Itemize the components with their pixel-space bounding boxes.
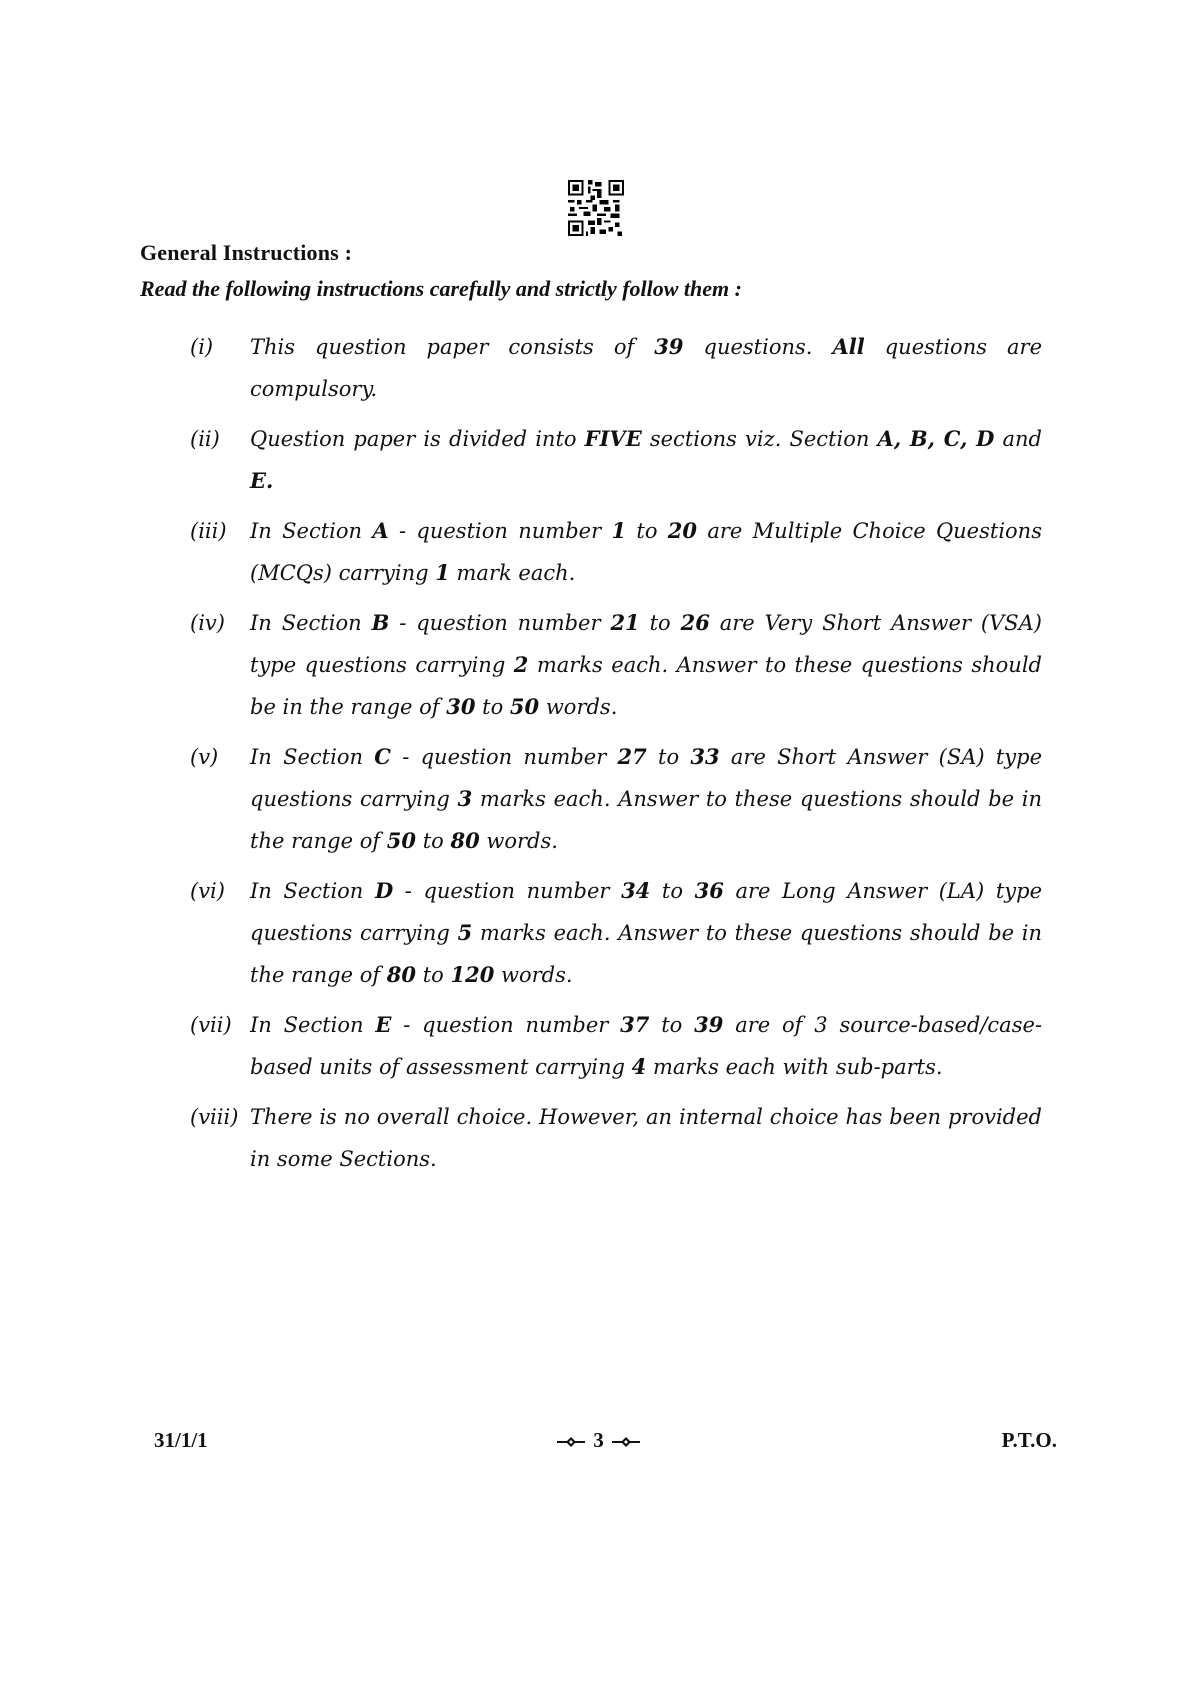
page-subheading: Read the following instructions carefully and strictly follow them :	[140, 276, 742, 301]
emphasis-text: E.	[250, 468, 274, 493]
emphasis-text: 30	[446, 694, 476, 719]
emphasis-text: 50	[509, 694, 540, 719]
instructions-list	[190, 326, 1042, 1188]
text-segment: and	[994, 427, 1042, 451]
page-heading: General Instructions :	[140, 240, 353, 265]
emphasis-text: A	[372, 518, 389, 543]
instruction-text	[250, 736, 1042, 862]
text-segment: mark each.	[449, 561, 576, 585]
emphasis-text: 80	[386, 962, 417, 987]
emphasis-text: 4	[631, 1054, 647, 1079]
instruction-text	[250, 1004, 1042, 1088]
instruction-text	[250, 1096, 1042, 1180]
instruction-number: (iii)	[190, 519, 227, 543]
emphasis-text: 36	[694, 878, 724, 903]
text-segment: to	[650, 879, 695, 903]
emphasis-text: 39	[694, 1012, 724, 1037]
instruction-text	[250, 418, 1042, 502]
text-segment: are of 3 source-based/case-based units of assessment carrying	[250, 1013, 1042, 1079]
emphasis-text: 27	[617, 744, 647, 769]
emphasis-text: 37	[620, 1012, 650, 1037]
text-segment: words.	[479, 829, 558, 853]
instruction-text	[250, 326, 1042, 410]
emphasis-text: C	[374, 744, 391, 769]
instruction-number: (vii)	[190, 1013, 232, 1037]
emphasis-text: 34	[621, 878, 651, 903]
instruction-text	[250, 510, 1042, 594]
text-segment: to	[639, 611, 681, 635]
text-segment: questions are compulsory.	[250, 335, 1042, 401]
emphasis-text: 5	[457, 920, 473, 945]
diamond-ornament-icon	[557, 1436, 585, 1448]
instruction-number: (viii)	[190, 1105, 239, 1129]
emphasis-text: All	[832, 334, 865, 359]
qr-code-icon	[568, 180, 624, 236]
emphasis-text: 50	[386, 828, 417, 853]
text-segment: marks each. Answer to these questions should be in the range of	[250, 921, 1043, 987]
instruction-item	[190, 418, 1042, 502]
emphasis-text: 80	[450, 828, 480, 853]
instruction-item	[190, 870, 1042, 996]
instruction-item	[190, 326, 1042, 410]
text-segment: marks each with sub-parts.	[646, 1055, 943, 1079]
instruction-text	[250, 602, 1042, 728]
text-segment: - question number	[389, 611, 611, 635]
text-segment: are Very Short Answer (VSA) type questions carrying	[250, 611, 1042, 677]
emphasis-text: FIVE	[584, 426, 642, 451]
emphasis-text: 26	[680, 610, 710, 635]
text-segment: marks each. Answer to these questions should be in the range of	[250, 787, 1043, 853]
instruction-number: (iv)	[190, 611, 225, 635]
emphasis-text: 20	[667, 518, 698, 543]
pto-label: P.T.O.	[1001, 1428, 1057, 1452]
page-footer	[140, 1428, 1057, 1458]
emphasis-text: 3	[457, 786, 473, 811]
instruction-item	[190, 736, 1042, 862]
emphasis-text: D	[374, 878, 394, 903]
text-segment: questions.	[683, 335, 833, 359]
emphasis-text: 33	[690, 744, 720, 769]
instruction-item	[190, 602, 1042, 728]
text-segment: to	[646, 745, 691, 769]
emphasis-text: A, B, C, D	[877, 426, 995, 451]
instruction-item	[190, 1096, 1042, 1180]
text-segment: to	[626, 519, 668, 543]
emphasis-text: 1	[435, 560, 450, 585]
text-segment: This question paper consists of	[250, 335, 655, 359]
text-segment: words.	[539, 695, 618, 719]
page-number-block	[140, 1428, 1057, 1453]
instruction-number: (i)	[190, 335, 214, 359]
instruction-item	[190, 510, 1042, 594]
emphasis-text: 39	[654, 334, 684, 359]
emphasis-text: 2	[513, 652, 529, 677]
text-segment: In Section	[250, 519, 373, 543]
text-segment: There is no overall choice. However, an internal choice has been provided in some Sections.	[250, 1105, 1042, 1171]
text-segment: are Long Answer (LA) type questions carrying	[250, 879, 1043, 945]
text-segment: to	[649, 1013, 695, 1037]
instruction-number: (v)	[190, 745, 219, 769]
instruction-text	[250, 870, 1042, 996]
emphasis-text: 21	[610, 610, 640, 635]
emphasis-text: 120	[450, 962, 495, 987]
text-segment: to	[475, 695, 510, 719]
instruction-item	[190, 1004, 1042, 1088]
emphasis-text: 1	[611, 518, 627, 543]
text-segment: to	[416, 829, 451, 853]
text-segment: In Section	[250, 745, 375, 769]
emphasis-text: B	[371, 610, 390, 635]
text-segment: In Section	[250, 1013, 376, 1037]
text-segment: - question number	[390, 745, 618, 769]
diamond-ornament-icon	[612, 1436, 640, 1448]
text-segment: to	[416, 963, 451, 987]
instruction-number: (vi)	[190, 879, 225, 903]
text-segment: are Multiple Choice Questions (MCQs) carrying	[250, 519, 1042, 585]
text-segment: In Section	[250, 879, 375, 903]
text-segment: are Short Answer (SA) type questions carrying	[250, 745, 1043, 811]
text-segment: - question number	[391, 1013, 621, 1037]
paper-code: 31/1/1	[154, 1428, 208, 1452]
text-segment: In Section	[250, 611, 372, 635]
instruction-number: (ii)	[190, 427, 220, 451]
page-number: 3	[593, 1428, 604, 1452]
text-segment: Question paper is divided into	[250, 427, 585, 451]
text-segment: sections viz. Section	[641, 427, 878, 451]
text-segment: words.	[494, 963, 573, 987]
text-segment: marks each. Answer to these questions should be in the range of	[250, 653, 1042, 719]
emphasis-text: E	[375, 1012, 392, 1037]
text-segment: - question number	[393, 879, 622, 903]
text-segment: - question number	[388, 519, 612, 543]
